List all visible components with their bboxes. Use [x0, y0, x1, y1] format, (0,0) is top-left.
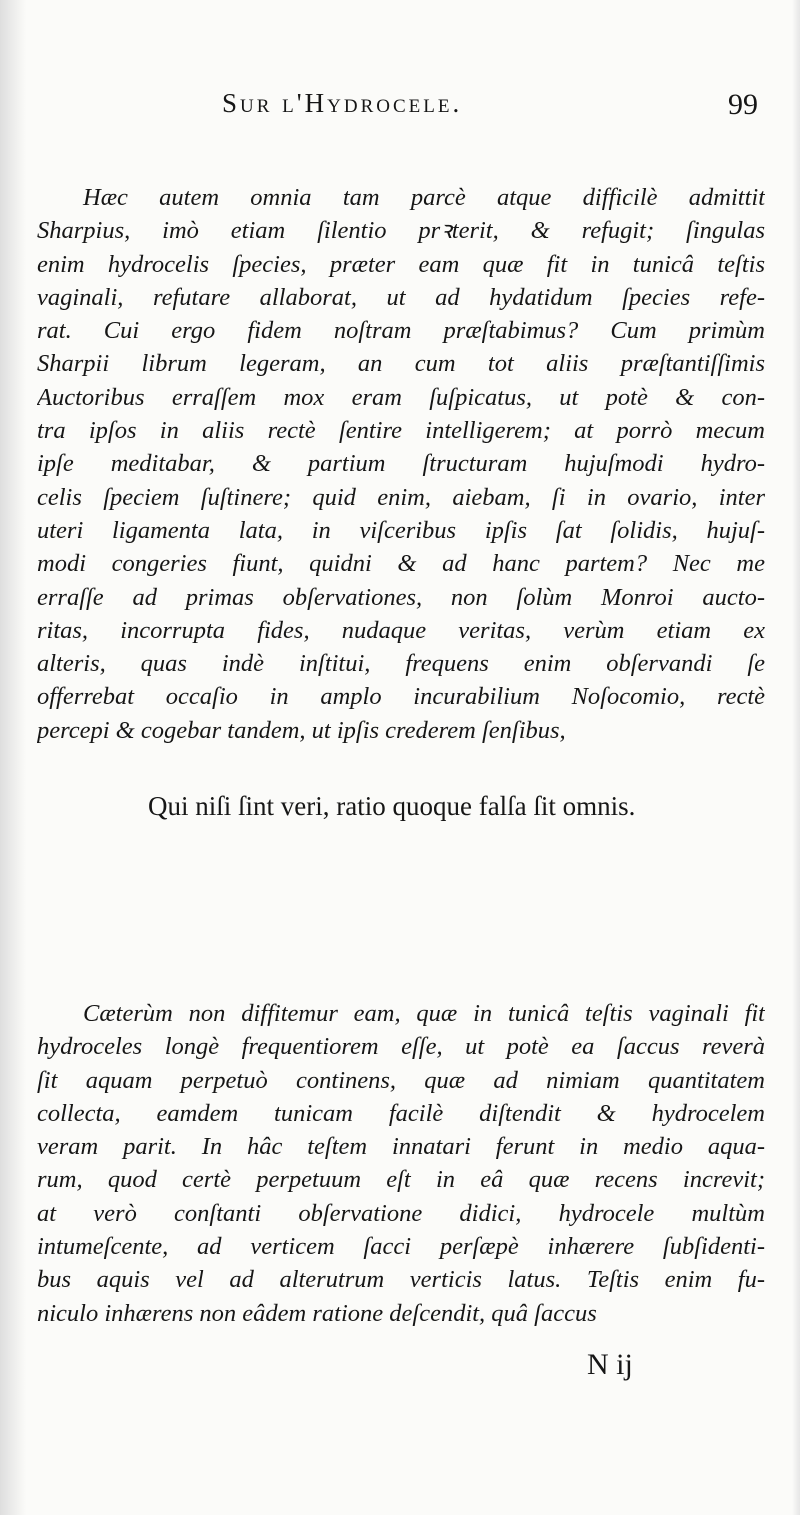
text-line: Hæc autem omnia tam parcè atque difficilè admittit — [83, 184, 765, 211]
text-line: ſit aquam perpetuò continens, quæ ad nimiam quantitatem — [37, 1066, 765, 1094]
text-line: hydroceles longè frequentiorem eſſe, ut potè ea ſaccus reverà — [37, 1033, 765, 1061]
text-line: Auctoribus erraſſem mox eram ſuſpicatus, ut potè & con- — [37, 383, 765, 411]
text-line: enim hydrocelis ſpecies, præter eam quæ fit in tunicâ teſtis — [37, 250, 765, 278]
text-line: niculo inhærens non eâdem ratione deſcendit, quâ ſaccus — [37, 1299, 597, 1327]
text-line: intumeſcente, ad verticem ſacci perſæpè inhærere ſubſidenti- — [37, 1233, 765, 1261]
running-head — [0, 88, 800, 128]
running-title: Sur l'Hydrocele. — [222, 88, 463, 118]
text-line: alteris, quas indè inſtitui, frequens enim obſervandi ſe — [37, 650, 765, 678]
text-line: percepi & cogebar tandem, ut ipſis crederem ſenſibus, — [37, 716, 566, 744]
page-shadow-left — [0, 0, 26, 1515]
text-line: ritas, incorrupta fides, nudaque veritas, verùm etiam ex — [37, 616, 765, 644]
text-line: erraſſe ad primas obſervationes, non ſolùm Monroi aucto- — [37, 583, 765, 611]
text-line: at verò conſtanti obſervatione didici, hydrocele multùm — [37, 1199, 765, 1227]
text-line: celis ſpeciem ſuſtinere; quid enim, aiebam, ſi in ovario, inter — [37, 483, 765, 511]
page-shadow-right — [792, 0, 800, 1515]
text-line: Cæterùm non diffitemur eam, quæ in tunicâ teſtis vaginali fit — [83, 1000, 765, 1027]
verse-quotation: Qui niſi ſint veri, ratio quoque falſa ſit omnis. — [148, 791, 636, 821]
text-line: rat. Cui ergo fidem noſtram præſtabimus? Cum primùm — [37, 317, 765, 345]
paragraph-2 — [37, 997, 765, 1330]
text-line: collecta, eamdem tunicam facilè diſtendit & hydrocelem — [37, 1099, 765, 1127]
text-line: veram parit. In hâc teſtem innatari ferunt in medio aqua- — [37, 1133, 765, 1161]
text-line: offerrebat occaſio in amplo incurabilium Noſocomio, rectè — [37, 683, 765, 711]
text-line: vaginali, refutare allaborat, ut ad hydatidum ſpecies refe- — [37, 283, 765, 311]
signature-mark: N ij — [587, 1348, 633, 1381]
text-line: ipſe meditabar, & partium ſtructuram hujuſmodi hydro- — [37, 450, 765, 478]
text-line: Sharpii librum legeram, an cum tot aliis præſtantiſſimis — [37, 350, 765, 378]
page-number: 99 — [728, 88, 758, 121]
text-line: Sharpius, imò etiam ſilentio prꝛterit, & refugit; ſingulas — [37, 217, 765, 245]
text-line: rum, quod certè perpetuum eſt in eâ quæ recens increvit; — [37, 1166, 765, 1194]
text-line: modi congeries fiunt, quidni & ad hanc partem? Nec me — [37, 550, 765, 578]
text-line: tra ipſos in aliis rectè ſentire intelligerem; at porrò mecum — [37, 417, 765, 445]
paragraph-1 — [37, 181, 765, 747]
text-line: bus aquis vel ad alterutrum verticis latus. Teſtis enim fu- — [37, 1266, 765, 1294]
text-line: uteri ligamenta lata, in viſceribus ipſis ſat ſolidis, hujuſ- — [37, 516, 765, 544]
